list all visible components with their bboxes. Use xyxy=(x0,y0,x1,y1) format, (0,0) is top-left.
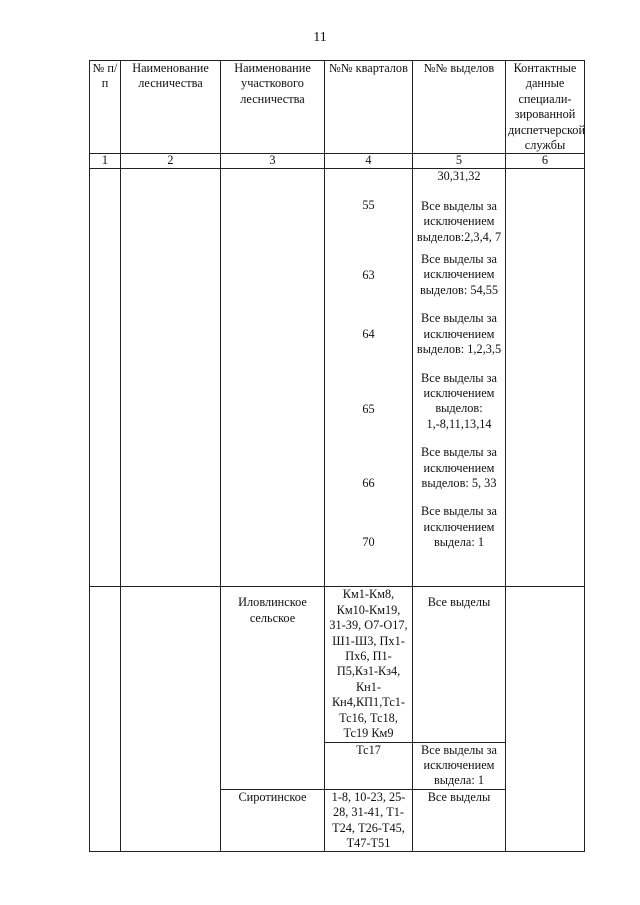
district-name: Сиротинское xyxy=(221,789,325,852)
allotment-text: Все выделы за исключением выделов: 54,55 xyxy=(419,252,499,297)
header-contacts: Контактные данные специали-зированной диспетчерской службы xyxy=(506,61,585,154)
column-number-row xyxy=(90,154,585,169)
cell-contacts xyxy=(506,169,585,587)
header-district-forestry: Наименование участкового лесничества xyxy=(221,61,325,154)
quarter-number: 70 xyxy=(362,535,375,550)
allotment-text: Все выделы за исключением выделов: 1,2,3,5 xyxy=(416,311,502,357)
cell-quarters: Тс17 xyxy=(325,742,413,789)
district-name: Иловлинское сельское xyxy=(221,587,325,789)
page-number: 11 xyxy=(313,30,327,45)
header-allotments: №№ выделов xyxy=(413,61,506,154)
cell-num xyxy=(90,169,121,587)
table-row xyxy=(90,169,585,587)
col-number: 3 xyxy=(221,154,325,169)
cell-allotments xyxy=(413,169,506,587)
quarter-number: 55 xyxy=(362,198,375,213)
cell-forestry xyxy=(121,169,221,587)
allotment-text: 30,31,32 xyxy=(437,169,481,184)
allotment-text: Все выделы за исключением выдела: 1 xyxy=(421,504,497,550)
allotment-text: Все выделы за исключением выделов: 5, 33 xyxy=(421,445,497,490)
header-forestry: Наименование лесничества xyxy=(121,61,221,154)
col-number: 6 xyxy=(506,154,585,169)
table-row xyxy=(90,587,585,742)
cell-forestry xyxy=(121,587,221,852)
cell-quarters: 1-8, 10-23, 25-28, 31-41, Т1-Т24, Т26-Т45, Т47-Т51 xyxy=(325,789,413,852)
header-quarters: №№ кварталов xyxy=(325,61,413,154)
allotment-text: Все выделы за исключением выделов: 1,-8,11,13,14 xyxy=(421,370,497,431)
cell-quarters xyxy=(325,169,413,587)
cell-district xyxy=(221,169,325,587)
quarter-number: 65 xyxy=(362,401,375,416)
col-number: 1 xyxy=(90,154,121,169)
col-number: 5 xyxy=(413,154,506,169)
cell-allotments: Все выделы за исключением выдела: 1 xyxy=(413,742,506,789)
quarter-number: 63 xyxy=(362,267,375,282)
header-row xyxy=(90,61,585,154)
cell-contacts xyxy=(506,587,585,852)
col-number: 4 xyxy=(325,154,413,169)
cell-num xyxy=(90,587,121,852)
header-num: № п/п xyxy=(90,61,121,154)
cell-allotments: Все выделы xyxy=(413,587,506,742)
quarter-number: 66 xyxy=(362,476,375,491)
allotment-text: Все выделы за исключением выделов:2,3,4, 7 xyxy=(416,198,502,244)
cell-allotments: Все выделы xyxy=(413,789,506,852)
cell-quarters: Км1-Км8, Км10-Км19, З1-З9, О7-О17, Ш1-Ш3, Пх1-Пх6, П1-П5,Кз1-Кз4, Кн1-Кн4,КП1,Тс1-Тс16, Тс18, Тс19 Км9 xyxy=(325,587,413,742)
forestry-table xyxy=(89,60,585,852)
col-number: 2 xyxy=(121,154,221,169)
quarter-number: 64 xyxy=(362,327,375,342)
